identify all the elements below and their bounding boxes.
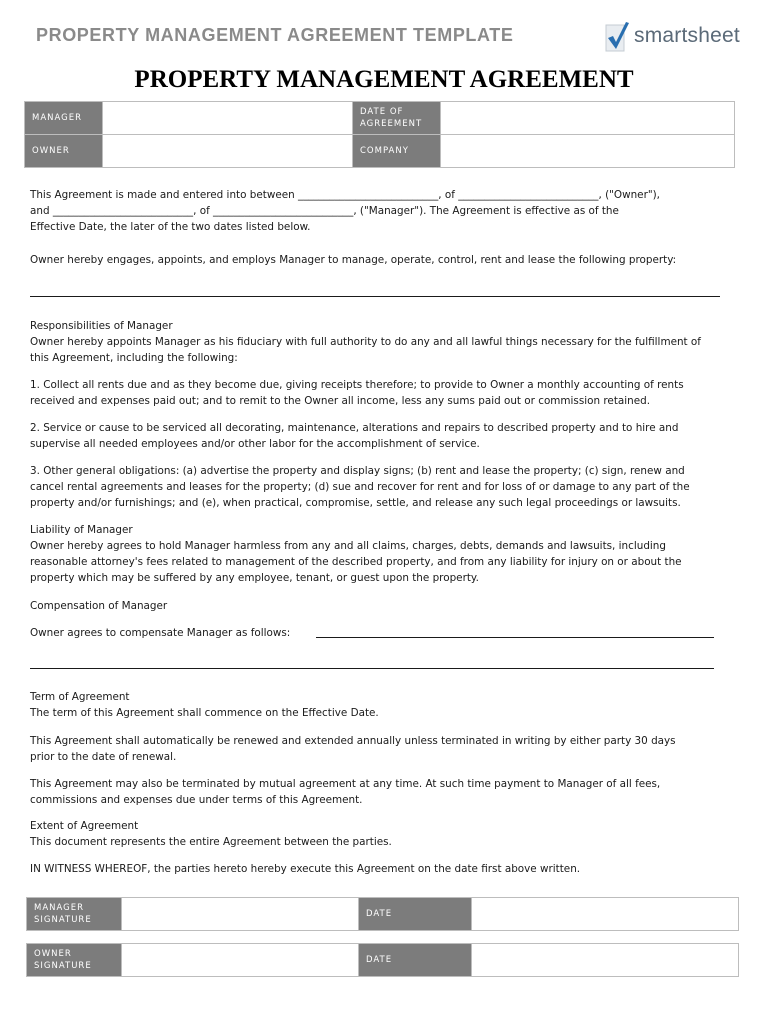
owner-signature-label [27, 944, 122, 977]
table-row [27, 944, 739, 977]
owner-signature-field[interactable] [122, 944, 359, 977]
date-label-line2: AGREEMENT [360, 119, 423, 129]
intro-line: This Agreement is made and entered into between ___________________________, of ___________________________, ("Owner"), [30, 189, 660, 201]
intro-paragraph [30, 187, 730, 235]
manager-date-field[interactable] [472, 898, 739, 931]
owner-signature-table [26, 943, 739, 977]
section-heading: Responsibilities of Manager [30, 320, 173, 332]
paragraph-line: reasonable attorney's fees related to management of the described property, and from any liability for injury on or about the [30, 556, 682, 568]
agreement-info-table [24, 101, 735, 168]
checkmark-logo-icon [604, 21, 630, 53]
responsibility-item-2 [30, 420, 730, 452]
manager-signature-field[interactable] [122, 898, 359, 931]
intro-line: and ___________________________, of ___________________________, ("Manager"). The Agreement is effective as of the [30, 205, 619, 217]
compensation-heading-block [30, 598, 730, 614]
compensation-fill-line[interactable] [316, 637, 714, 638]
paragraph-line: property which may be suffered by any employee, tenant, or guest upon the property. [30, 572, 479, 584]
company-field[interactable] [441, 135, 735, 168]
engagement-paragraph [30, 252, 730, 268]
brand-name: smartsheet [634, 24, 740, 47]
paragraph-line: This Agreement shall automatically be renewed and extended annually unless terminated in writing by either party 30 days [30, 735, 676, 747]
responsibilities-section [30, 318, 730, 366]
manager-date-label: DATE [359, 898, 472, 931]
manager-signature-table [26, 897, 739, 931]
responsibility-item-3 [30, 463, 730, 511]
paragraph-line: Owner hereby agrees to hold Manager harmless from any and all claims, charges, debts, demands and lawsuits, including [30, 540, 666, 552]
paragraph-line: property and/or furnishings; and (e), when practical, compromise, settle, and release any such legal proceedings or lawsuits. [30, 497, 681, 509]
date-of-agreement-label [353, 102, 441, 135]
paragraph-line: supervise all needed employees and/or other labor for the accomplishment of service. [30, 438, 480, 450]
date-of-agreement-field[interactable] [441, 102, 735, 135]
table-row [27, 898, 739, 931]
date-label-line1: DATE OF [360, 107, 404, 117]
label-line: OWNER [34, 949, 72, 959]
section-heading: Liability of Manager [30, 524, 133, 536]
template-title: PROPERTY MANAGEMENT AGREEMENT TEMPLATE [36, 25, 514, 45]
compensation-text: Owner agrees to compensate Manager as follows: [30, 627, 291, 639]
witness-paragraph [30, 861, 730, 877]
manager-signature-label [27, 898, 122, 931]
section-heading: Compensation of Manager [30, 600, 168, 612]
intro-line: Effective Date, the later of the two dates listed below. [30, 221, 311, 233]
table-row [25, 135, 735, 168]
label-line: SIGNATURE [34, 961, 92, 971]
renewal-paragraph [30, 733, 730, 765]
owner-date-field[interactable] [472, 944, 739, 977]
manager-field[interactable] [103, 102, 353, 135]
paragraph-line: this Agreement, including the following: [30, 352, 238, 364]
compensation-fill-line-2[interactable] [30, 668, 714, 669]
engagement-text: Owner hereby engages, appoints, and employs Manager to manage, operate, control, rent and lease the following property: [30, 254, 677, 266]
paragraph-line: received and expenses paid out; and to remit to the Owner all income, less any sums paid out or commission retained. [30, 395, 651, 407]
label-line: SIGNATURE [34, 915, 92, 925]
paragraph-line: commissions and expenses due under terms of this Agreement. [30, 794, 363, 806]
paragraph-line: 1. Collect all rents due and as they become due, giving receipts therefore; to provide to Owner a monthly accounting of rents [30, 379, 684, 391]
section-heading: Term of Agreement [30, 691, 130, 703]
paragraph-line: prior to the date of renewal. [30, 751, 177, 763]
paragraph-line: 3. Other general obligations: (a) advertise the property and display signs; (b) rent and lease the property; (c) sign, renew and [30, 465, 685, 477]
paragraph-line: cancel rental agreements and leases for the property; (d) sue and recover for rent and for loss of or damage to any part of the [30, 481, 690, 493]
witness-text: IN WITNESS WHEREOF, the parties hereto hereby execute this Agreement on the date first above written. [30, 863, 581, 875]
extent-section [30, 818, 730, 850]
document-title: PROPERTY MANAGEMENT AGREEMENT [134, 66, 634, 93]
company-label: COMPANY [353, 135, 441, 168]
liability-section [30, 522, 730, 586]
table-row [25, 102, 735, 135]
owner-date-label: DATE [359, 944, 472, 977]
paragraph-line: The term of this Agreement shall commence on the Effective Date. [30, 707, 379, 719]
smartsheet-logo[interactable] [604, 21, 740, 55]
responsibility-item-1 [30, 377, 730, 409]
owner-label: OWNER [25, 135, 103, 168]
paragraph-line: This Agreement may also be terminated by mutual agreement at any time. At such time payment to Manager of all fees, [30, 778, 661, 790]
label-line: MANAGER [34, 903, 85, 913]
termination-paragraph [30, 776, 730, 808]
owner-field[interactable] [103, 135, 353, 168]
section-heading: Extent of Agreement [30, 820, 139, 832]
property-fill-line[interactable] [30, 296, 720, 297]
paragraph-line: 2. Service or cause to be serviced all decorating, maintenance, alterations and repairs to described property and to hire and [30, 422, 679, 434]
manager-label: MANAGER [25, 102, 103, 135]
term-section [30, 689, 730, 721]
paragraph-line: Owner hereby appoints Manager as his fiduciary with full authority to do any and all lawful things necessary for the fulfillment of [30, 336, 701, 348]
compensation-text-block [30, 625, 730, 641]
paragraph-line: This document represents the entire Agreement between the parties. [30, 836, 392, 848]
